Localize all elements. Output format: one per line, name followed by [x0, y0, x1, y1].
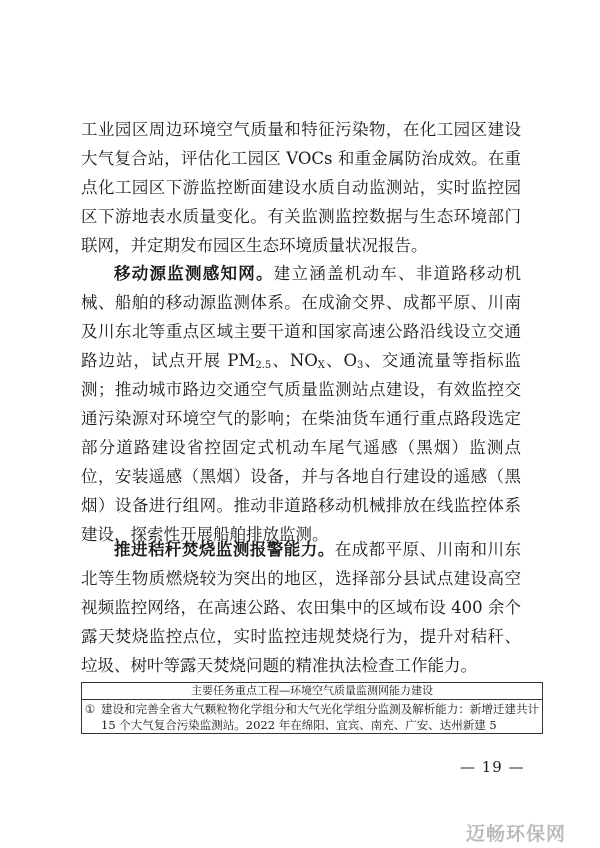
paragraph-heading: 推进秸秆焚烧监测报警能力。 [114, 540, 335, 559]
subscript: X [317, 360, 325, 371]
subscript: 3 [356, 360, 364, 371]
table-title: 主要任务重点工程—环境空气质量监测网能力建设 [82, 683, 542, 700]
item-text: 建设和完善全省大气颗粒物化学组分和大气光化学组分监测及解析能力：新增迁建共计 15 个大气复合污染监测站。2022 年在绵阳、宜宾、南充、广安、达州新建 5 [101, 702, 539, 732]
paragraph-mobile-source [81, 259, 521, 549]
paragraph-text: 、NO [271, 351, 318, 370]
key-project-table [81, 682, 543, 734]
table-row [82, 700, 542, 734]
paragraph-text: 在成都平原、川南和川东北等生物质燃烧较为突出的地区，选择部分县试点建设高空视频监控网络，在高速公路、农田集中的区域布设 400 余个露天焚烧监控点位，实时监控违规焚烧行为，提升对秸秆、垃圾、树叶等露天焚烧问题的精准执法检查工作能力。 [81, 540, 522, 675]
watermark-logo: 迈畅环保网 [466, 823, 567, 845]
paragraph-text: 、O [324, 351, 357, 370]
paragraph-text: 建立涵盖机动车、非道路移动机械、船舶的移动源监测体系。在成渝交界、成都平原、川南及川东北等重点区域主要干道和国家高速公路沿线设立交通路边站，试点开展 PM [81, 264, 521, 370]
paragraph-heading: 移动源监测感知网。 [114, 264, 274, 283]
paragraph-text: 工业园区周边环境空气质量和特征污染物，在化工园区建设大气复合站，评估化工园区 VOCs 和重金属防治成效。在重点化工园区下游监控断面建设水质自动监测站，实时监控园区下游地表水质量变化。有关监测监控数据与生态环境部门联网，并定期发布园区生态环境质量状况报告。 [81, 120, 521, 255]
paragraph-industrial-park [81, 115, 521, 260]
page-number: — 19 — [460, 758, 525, 776]
item-number: ① [84, 702, 96, 716]
paragraph-straw-burning [81, 535, 521, 680]
subscript: 2.5 [255, 360, 272, 371]
paragraph-text: 、交通流量等指标监测；推动城市路边交通空气质量监测站点建设，有效监控交通污染源对环境空气的影响；在柴油货车通行重点路段选定部分道路建设省控固定式机动车尾气遥感（黑烟）监测点位，安装遥感（黑烟）设备，并与各地自行建设的遥感（黑烟）设备进行组网。推动非道路移动机械排放在线监控体系建设，探索性开展船舶排放监测。 [81, 351, 521, 544]
